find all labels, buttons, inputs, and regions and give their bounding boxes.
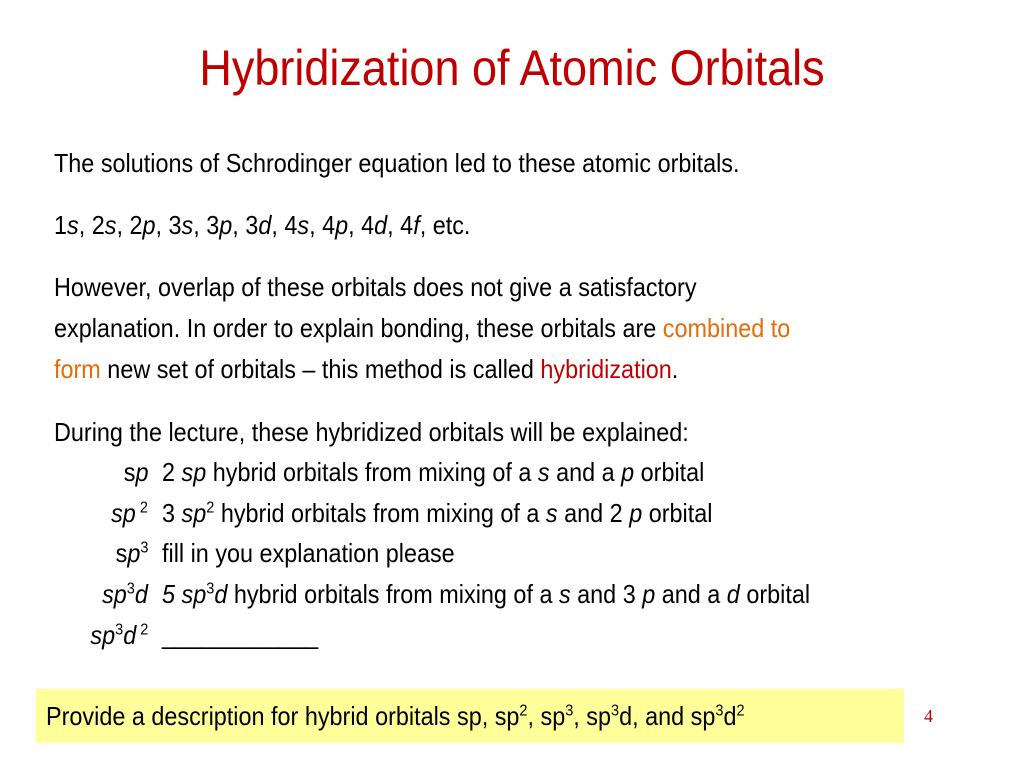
orbital-number: 3 <box>206 210 220 240</box>
hybrid-label-sp3d2: $sp^3d$ $^2$ <box>90 620 148 650</box>
hybrid-row-sp <box>0 452 1024 492</box>
orbital-letter: d <box>374 210 388 240</box>
hybrid-label-sp2: sp $^2$ <box>111 498 148 528</box>
orbital-letter: s <box>67 210 79 240</box>
orbital-separator: , <box>348 210 362 240</box>
orbital-number: 3 <box>245 210 259 240</box>
orbital-separator: , <box>155 210 169 240</box>
orbital-separator: , etc. <box>419 210 471 240</box>
hybrid-label-sp3d: $sp^3d$ <box>102 579 148 609</box>
combined-to-emphasis: combined to <box>662 313 791 343</box>
paragraph-schrodinger: The solutions of Schrodinger equation led to these atomic orbitals. <box>54 148 740 178</box>
hybrid-desc-sp3d: 5 $sp^3d$ hybrid orbitals from mixing of a s and 3 p and a d orbital <box>162 579 811 609</box>
paragraph-overlap-line3 <box>54 349 864 389</box>
orbital-letter: s <box>297 210 310 240</box>
hybrid-label-sp: sp <box>123 457 148 487</box>
hybrid-desc-sp3: fill in you explanation please <box>162 538 455 568</box>
orbital-separator: , <box>271 210 285 240</box>
orbital-letter: p <box>219 210 233 240</box>
orbital-number: 1 <box>54 210 68 240</box>
orbital-letter: p <box>142 210 156 240</box>
orbital-separator: , <box>78 210 92 240</box>
orbital-letter: f <box>413 210 420 240</box>
overlap-line3-period: . <box>671 354 679 384</box>
hybrid-desc-sp3d2-blank: ____________ <box>162 620 319 650</box>
orbital-number: 4 <box>361 210 375 240</box>
orbital-letter: s <box>104 210 117 240</box>
hybrid-desc-sp: 2 sp hybrid orbitals from mixing of a s and a p orbital <box>162 457 705 487</box>
orbital-number: 2 <box>91 210 105 240</box>
orbital-number: 3 <box>168 210 182 240</box>
hybrid-row-sp3d <box>0 574 1024 614</box>
orbital-separator: , <box>193 210 207 240</box>
orbital-number: 2 <box>129 210 143 240</box>
orbital-letter: d <box>258 210 272 240</box>
orbital-separator: , <box>116 210 130 240</box>
slide-title: Hybridization of Atomic Orbitals <box>199 40 825 96</box>
hybrid-desc-sp2: 3 $sp^2$ hybrid orbitals from mixing of a s and 2 p orbital <box>162 498 713 528</box>
paragraph-overlap-line2 <box>54 308 864 348</box>
orbital-letter: s <box>181 210 194 240</box>
hybrid-row-sp3d2 <box>0 615 1024 655</box>
overlap-line3-text: new set of orbitals – this method is called <box>100 354 541 384</box>
orbital-number: 4 <box>400 210 414 240</box>
orbital-letter: p <box>335 210 349 240</box>
hybrid-label-sp3: $sp^3$ <box>115 538 148 568</box>
hybridization-emphasis: hybridization <box>540 354 672 384</box>
orbital-number: 4 <box>284 210 298 240</box>
paragraph-overlap-line1: However, overlap of these orbitals does not give a satisfactory <box>54 272 697 302</box>
paragraph-lecture-intro: During the lecture, these hybridized orbitals will be explained: <box>54 417 689 447</box>
overlap-line2-text: explanation. In order to explain bonding, these orbitals are <box>54 313 663 343</box>
orbital-separator: , <box>387 210 401 240</box>
form-emphasis: form <box>54 354 101 384</box>
page-number: 4 <box>924 706 933 726</box>
orbital-separator: , <box>232 210 246 240</box>
prompt-text: Provide a description for hybrid orbitals sp, $sp^2$, $sp^3$, $sp^3d$, and $sp^3d^2$ <box>46 701 745 731</box>
orbital-separator: , <box>309 210 323 240</box>
paragraph-orbital-list <box>54 205 864 245</box>
hybrid-row-sp2 <box>0 493 1024 533</box>
orbital-number: 4 <box>322 210 336 240</box>
hybrid-row-sp3 <box>0 533 1024 573</box>
